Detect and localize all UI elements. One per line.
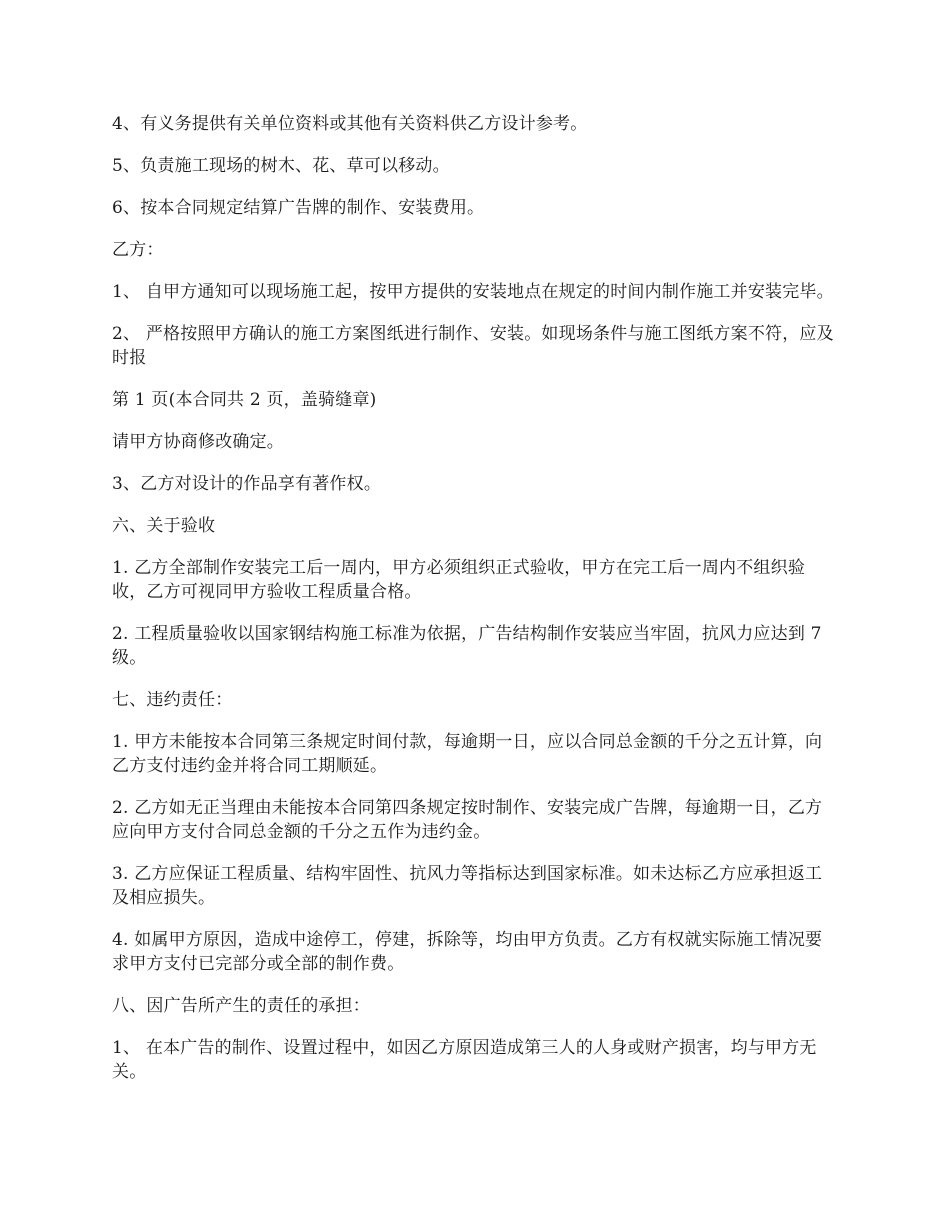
page-footer-note: 第 1 页(本合同共 2 页，盖骑缝章) <box>112 390 377 410</box>
clause-jia-5: 5、负责施工现场的树木、花、草可以移动。 <box>112 156 450 176</box>
liability-clause-3: 3. 乙方应保证工程质量、结构牢固性、抗风力等指标达到国家标准。如未达标乙方应承担返工及相应损失。 <box>112 864 823 908</box>
clause-yi-3: 3、乙方对设计的作品享有著作权。 <box>112 474 382 494</box>
clause-yi-2: 2、 严格按照甲方确认的施工方案图纸进行制作、安装。如现场条件与施工图纸方案不符，应及时报 <box>112 324 834 368</box>
clause-yi-1: 1、 自甲方通知可以现场施工起，按甲方提供的安装地点在规定的时间内制作施工并安装完毕。 <box>112 282 834 302</box>
liability-clause-4: 4. 如属甲方原因，造成中途停工，停建，拆除等，均由甲方负责。乙方有权就实际施工情况要求甲方支付已完部分或全部的制作费。 <box>112 930 823 974</box>
liability-clause-2: 2. 乙方如无正当理由未能按本合同第四条规定按时制作、安装完成广告牌，每逾期一日，乙方应向甲方支付合同总金额的千分之五作为违约金。 <box>112 798 823 842</box>
clause-yi-2-continued: 请甲方协商修改确定。 <box>112 432 284 452</box>
party-yi-heading: 乙方： <box>112 240 164 260</box>
clause-jia-4: 4、有义务提供有关单位资料或其他有关资料供乙方设计参考。 <box>112 114 588 134</box>
acceptance-clause-1: 1. 乙方全部制作安装完工后一周内，甲方必须组织正式验收，甲方在完工后一周内不组织验收，乙方可视同甲方验收工程质量合格。 <box>112 558 806 602</box>
acceptance-clause-2: 2. 工程质量验收以国家钢结构施工标准为依据，广告结构制作安装应当牢固，抗风力应达到 7 级。 <box>112 624 822 668</box>
clause-jia-6: 6、按本合同规定结算广告牌的制作、安装费用。 <box>112 198 485 218</box>
section-6-heading: 六、关于验收 <box>112 516 216 536</box>
section-7-heading: 七、违约责任： <box>112 690 233 710</box>
responsibility-clause-1: 1、 在本广告的制作、设置过程中，如因乙方原因造成第三人的人身或财产损害，均与甲方无关。 <box>112 1038 817 1082</box>
section-8-heading: 八、因广告所产生的责任的承担： <box>112 996 370 1016</box>
liability-clause-1: 1. 甲方未能按本合同第三条规定时间付款，每逾期一日，应以合同总金额的千分之五计算，向乙方支付违约金并将合同工期顺延。 <box>112 732 823 776</box>
